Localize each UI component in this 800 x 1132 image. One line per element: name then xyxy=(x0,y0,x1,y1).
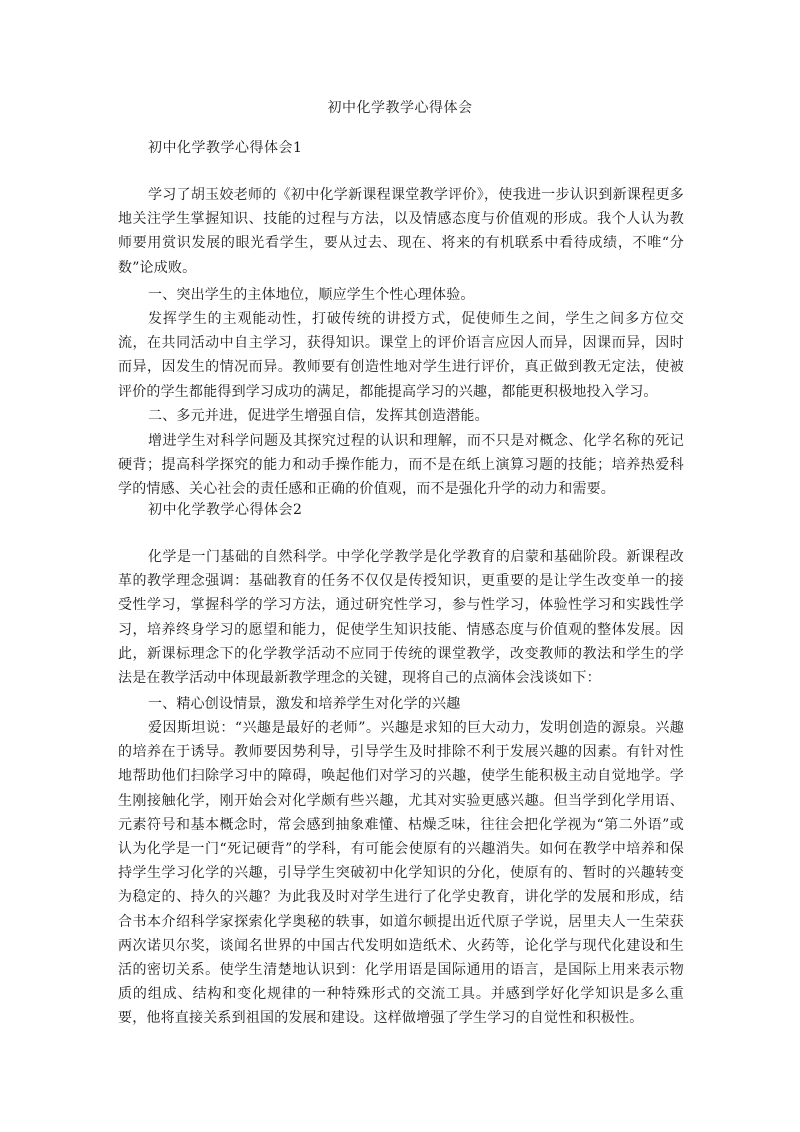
section-heading-2: 初中化学教学心得体会2 xyxy=(148,502,303,518)
section-heading-1: 初中化学教学心得体会1 xyxy=(148,140,303,156)
sub-heading: 一、突出学生的主体地位，顺应学生个性心理体验。 xyxy=(148,287,475,303)
paragraph: 发挥学生的主观能动性，打破传统的讲授方式，促使师生之间，学生之间多方位交流，在共同活动中自主学习，获得知识。课堂上的评价语言应因人而异，因课而异，因时而异，因发生的情况而异。教师要有创造性地对学生进行评价，真正做到教无定法，使被评价的学生都能得到学习成功的满足，都能提高学习的兴趣，都能更积极地投入学习。 xyxy=(118,311,684,400)
sub-heading: 一、精心创设情景，激发和培养学生对化学的兴趣 xyxy=(148,696,461,712)
paragraph: 学习了胡玉姣老师的《初中化学新课程课堂教学评价》，使我进一步认识到新课程更多地关注学生掌握知识、技能的过程与方法，以及情感态度与价值观的形成。我个人认为教师要用赏识发展的眼光看学生，要从过去、现在、将来的有机联系中看待成绩，不唯“分数”论成败。 xyxy=(118,187,684,276)
sub-heading: 二、多元并进，促进学生增强自信，发挥其创造潜能。 xyxy=(148,408,489,424)
paragraph: 增进学生对科学问题及其探究过程的认识和理解，而不只是对概念、化学名称的死记硬背；提高科学探究的能力和动手操作能力，而不是在纸上演算习题的技能；培养热爱科学的情感、关心社会的责任感和正确的价值观，而不是强化升学的动力和需要。 xyxy=(118,433,684,498)
document-title: 初中化学教学心得体会 xyxy=(327,100,473,116)
paragraph: 化学是一门基础的自然科学。中学化学教学是化学教育的启蒙和基础阶段。新课程改革的教学理念强调：基础教育的任务不仅仅是传授知识，更重要的是让学生改变单一的接受性学习，掌握科学的学习方法，通过研究性学习，参与性学习，体验性学习和实践性学习，培养终身学习的愿望和能力，促使学生知识技能、情感态度与价值观的整体发展。因此，新课标理念下的化学教学活动不应同于传统的课堂教学，改变教师的教法和学生的学法是在教学活动中体现最新教学理念的关键，现将自己的点滴体会浅谈如下： xyxy=(118,549,684,687)
paragraph: 爱因斯坦说：“兴趣是最好的老师”。兴趣是求知的巨大动力，发明创造的源泉。兴趣的培养在于诱导。教师要因势利导，引导学生及时排除不利于发展兴趣的因素。有针对性地帮助他们扫除学习中的障碍，唤起他们对学习的兴趣，使学生能积极主动自觉地学。学生刚接触化学，刚开始会对化学颇有些兴趣，尤其对实验更感兴趣。但当学到化学用语、元素符号和基本概念时，常会感到抽象难懂、枯燥乏味，往往会把化学视为“第二外语”或认为化学是一门“死记硬背”的学科，有可能会使原有的兴趣消失。如何在教学中培养和保持学生学习化学的兴趣，引导学生突破初中化学知识的分化，使原有的、暂时的兴趣转变为稳定的、持久的兴趣？为此我及时对学生进行了化学史教育，讲化学的发展和形成，结合书本介绍科学家探索化学奥秘的轶事，如道尔顿提出近代原子学说，居里夫人一生荣获两次诺贝尔奖，谈闻名世界的中国古代发明如造纸术、火药等，论化学与现代化建设和生活的密切关系。使学生清楚地认识到：化学用语是国际通用的语言，是国际上用来表示物质的组成、结构和变化规律的一种特殊形式的交流工具。并感到学好化学知识是多么重要，他将直接关系到祖国的发展和建设。这样做增强了学生学习的自觉性和积极性。 xyxy=(118,720,684,1027)
